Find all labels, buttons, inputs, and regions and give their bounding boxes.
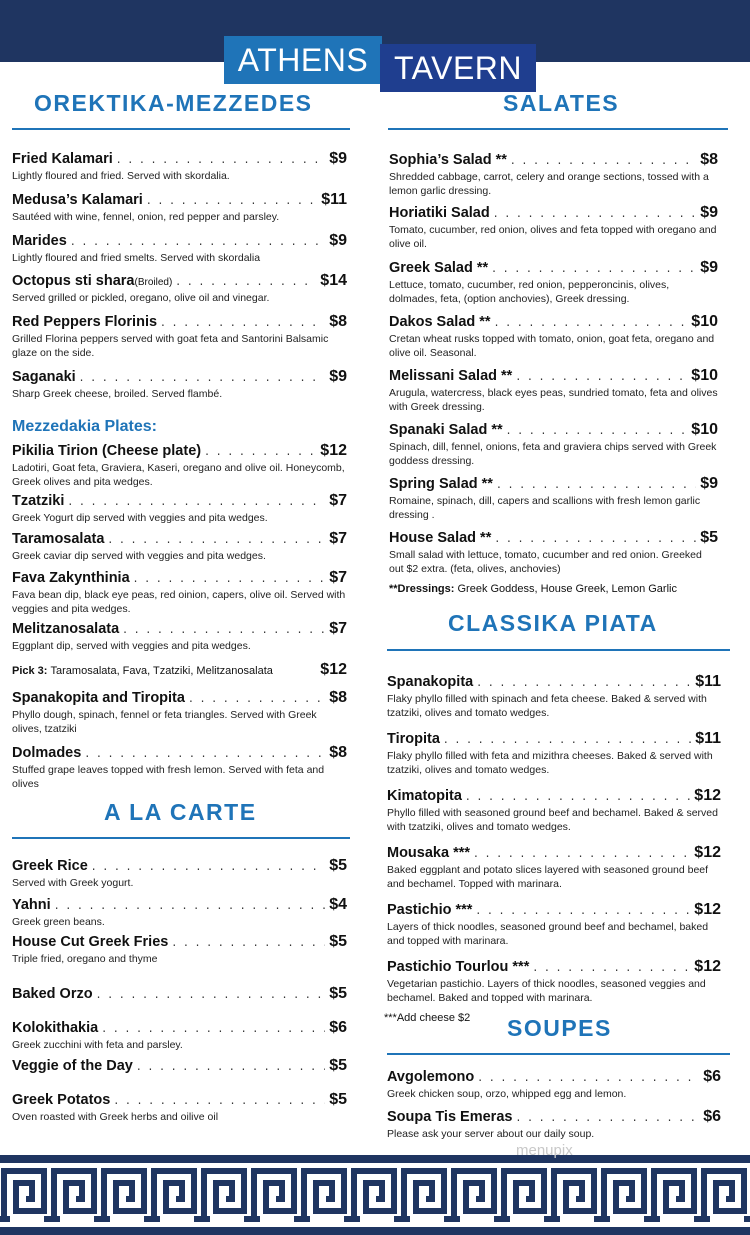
item-name: Melitzanosalata xyxy=(12,621,120,637)
item-description: Fava bean dip, black eye peas, red oinion, capers, olive oil. Served with veggies and pita wedges. xyxy=(12,589,346,615)
item-price: $9 xyxy=(700,475,718,492)
menu-item xyxy=(12,1091,347,1125)
item-price: $12 xyxy=(320,442,347,459)
menu-item xyxy=(12,896,347,930)
item-price: $7 xyxy=(329,569,347,586)
item-name: Tiropita xyxy=(387,731,440,747)
item-name: Dakos Salad ** xyxy=(389,314,491,330)
leader-dots xyxy=(495,531,696,545)
menu-item xyxy=(387,958,721,1005)
item-price: $5 xyxy=(329,857,347,874)
watermark: menupix xyxy=(516,1142,573,1159)
item-description: Stuffed grape leaves topped with fresh lemon. Served with feta and olives xyxy=(12,764,325,790)
item-price: $5 xyxy=(700,529,718,546)
menu-item xyxy=(12,857,347,891)
item-description: Vegetarian pastichio. Layers of thick noodles, seasoned veggies and bechamel. Baked and topped with marinara. xyxy=(387,978,706,1004)
item-price: $4 xyxy=(329,896,347,913)
item-name: Saganaki xyxy=(12,369,76,385)
item-price: $7 xyxy=(329,530,347,547)
item-price: $5 xyxy=(329,1057,347,1074)
item-description: Flaky phyllo filled with spinach and feta cheese. Baked & served with tzatziki, olives and tomato wedges. xyxy=(387,693,707,719)
menu-item xyxy=(389,313,718,360)
leader-dots xyxy=(147,193,317,207)
leader-dots xyxy=(97,987,326,1001)
leader-dots xyxy=(478,1070,699,1084)
item-name: Greek Salad ** xyxy=(389,260,489,276)
item-price: $10 xyxy=(691,313,718,330)
item-price: $14 xyxy=(320,272,347,289)
leader-dots xyxy=(161,315,325,329)
item-price: $8 xyxy=(329,744,347,761)
leader-dots xyxy=(476,903,690,917)
menu-item xyxy=(12,313,347,360)
item-price: $7 xyxy=(329,620,347,637)
menu-item xyxy=(389,151,718,198)
item-description: Romaine, spinach, dill, capers and scallions with fresh lemon garlic dressing . xyxy=(389,495,701,521)
menu-item xyxy=(12,150,347,184)
item-description: Arugula, watercress, black eyes peas, sundried tomato, feta and olives with Greek dressing. xyxy=(389,387,718,413)
item-description: Spinach, dill, fennel, onions, feta and graviera chips served with Greek goddess dressing. xyxy=(389,441,717,467)
item-price: $10 xyxy=(691,367,718,384)
add-cheese-note: ***Add cheese $2 xyxy=(384,1012,471,1024)
leader-dots xyxy=(102,1021,325,1035)
item-name: Fried Kalamari xyxy=(12,151,113,167)
item-name: Melissani Salad ** xyxy=(389,368,513,384)
menu-item xyxy=(389,204,718,251)
item-price: $7 xyxy=(329,492,347,509)
item-description: Cretan wheat rusks topped with tomato, onion, goat feta, oregano and olive oil. Seasonal. xyxy=(389,333,715,359)
dressings-note xyxy=(389,583,677,595)
leader-dots xyxy=(533,960,690,974)
item-description: Flaky phyllo filled with feta and mizithra cheeses. Baked & served with tzatziki, olives and tomato wedges. xyxy=(387,750,713,776)
menu-item xyxy=(12,689,347,736)
menu-item xyxy=(12,492,347,526)
item-name: Fava Zakynthinia xyxy=(12,570,130,586)
leader-dots xyxy=(172,935,325,949)
section-title-alacarte: A LA CARTE xyxy=(104,799,257,825)
pick3-price: $12 xyxy=(320,661,347,678)
leader-dots xyxy=(511,153,696,167)
divider xyxy=(12,128,350,130)
leader-dots xyxy=(176,274,316,288)
item-name: Soupa Tis Emeras xyxy=(387,1109,513,1125)
item-price: $11 xyxy=(695,730,721,747)
item-name: Spanakopita xyxy=(387,674,474,690)
item-price: $9 xyxy=(700,204,718,221)
leader-dots xyxy=(123,622,325,636)
item-price: $12 xyxy=(694,844,721,861)
item-description: Layers of thick noodles, seasoned ground beef and bechamel, baked and topped with marinara. xyxy=(387,921,709,947)
item-price: $9 xyxy=(329,150,347,167)
leader-dots xyxy=(466,789,690,803)
dressings-label: **Dressings: xyxy=(389,583,455,595)
item-price: $5 xyxy=(329,933,347,950)
item-description: Greek zucchini with feta and parsley. xyxy=(12,1039,183,1051)
item-price: $10 xyxy=(691,421,718,438)
item-description: Greek chicken soup, orzo, whipped egg and lemon. xyxy=(387,1088,627,1100)
menu-item xyxy=(389,475,718,522)
menu-item xyxy=(387,901,721,948)
item-name: Tzatziki xyxy=(12,493,65,509)
logo-tavern: TAVERN xyxy=(380,44,536,92)
leader-dots xyxy=(189,691,325,705)
section-title-orektika: OREKTIKA-MEZZEDES xyxy=(34,90,313,116)
leader-dots xyxy=(444,732,691,746)
item-price: $6 xyxy=(703,1108,721,1125)
menu-item xyxy=(387,1108,721,1142)
menu-item xyxy=(389,259,718,306)
section-title-classika: CLASSIKA PIATA xyxy=(448,610,658,636)
item-name: Yahni xyxy=(12,897,51,913)
subheading-mezzedakia: Mezzedakia Plates: xyxy=(12,418,157,435)
menu-item xyxy=(12,985,347,1005)
leader-dots xyxy=(516,369,687,383)
leader-dots xyxy=(80,370,326,384)
menu-item xyxy=(12,442,347,489)
menu-item xyxy=(12,933,347,967)
item-description: Small salad with lettuce, tomato, cucumber and red onion. Greeked out $2 extra. (feta, olives, anchovies) xyxy=(389,549,702,575)
divider xyxy=(388,128,728,130)
pick3-label: Pick 3: xyxy=(12,665,48,677)
leader-dots xyxy=(474,846,690,860)
item-name: Octopus sti shara(Broiled) xyxy=(12,273,173,289)
leader-dots xyxy=(494,206,696,220)
item-description: Eggplant dip, served with veggies and pita wedges. xyxy=(12,640,251,652)
item-description: Oven roasted with Greek herbs and oilive oil xyxy=(12,1111,219,1123)
item-name: Pikilia Tirion (Cheese plate) xyxy=(12,443,202,459)
item-description: Served grilled or pickled, oregano, olive oil and vinegar. xyxy=(12,292,270,304)
item-description: Lettuce, tomato, cucumber, red onion, pepperoncinis, olives, dolmades, feta, (option anchovies), Greek dressing. xyxy=(389,279,670,305)
menu-item xyxy=(12,530,347,564)
menu-item xyxy=(12,368,347,402)
leader-dots xyxy=(85,746,325,760)
item-description: Greek caviar dip served with veggies and pita wedges. xyxy=(12,550,266,562)
item-description: Ladotiri, Goat feta, Graviera, Kaseri, oregano and olive oil. Honeycomb, Greek olives and pita wedges. xyxy=(12,462,345,488)
leader-dots xyxy=(205,444,316,458)
item-name: Mousaka *** xyxy=(387,845,471,861)
item-description: Shredded cabbage, carrot, celery and orange sections, tossed with a lemon garlic dressing. xyxy=(389,171,709,197)
item-name: Spanakopita and Tiropita xyxy=(12,690,185,706)
item-price: $9 xyxy=(700,259,718,276)
leader-dots xyxy=(71,234,325,248)
menu-item xyxy=(12,191,347,225)
greek-key-border xyxy=(0,1163,750,1227)
item-name: Spanaki Salad ** xyxy=(389,422,503,438)
menu-item xyxy=(387,787,721,834)
item-description: Phyllo dough, spinach, fennel or feta triangles. Served with Greek olives, tzatziki xyxy=(12,709,317,735)
menu-item xyxy=(12,569,347,616)
section-title-soupes: SOUPES xyxy=(507,1015,612,1041)
leader-dots xyxy=(477,675,691,689)
menu-item xyxy=(12,232,347,266)
item-name: Spring Salad ** xyxy=(389,476,493,492)
item-name: Taramosalata xyxy=(12,531,105,547)
item-note: (Broiled) xyxy=(134,277,173,288)
item-description: Please ask your server about our daily soup. xyxy=(387,1128,595,1140)
menu-item xyxy=(389,529,718,576)
item-name: Pastichio Tourlou *** xyxy=(387,959,530,975)
menu-item xyxy=(12,620,347,654)
item-name: Marides xyxy=(12,233,67,249)
menu-item xyxy=(12,1057,347,1077)
menu-item xyxy=(387,730,721,777)
item-description: Baked eggplant and potato slices layered with seasoned ground beef and bechamel. Topped with marinara. xyxy=(387,864,709,890)
leader-dots xyxy=(516,1110,699,1124)
item-price: $12 xyxy=(694,901,721,918)
dressings-text: Greek Goddess, House Greek, Lemon Garlic xyxy=(457,583,677,595)
leader-dots xyxy=(507,423,688,437)
menu-item xyxy=(389,421,718,468)
item-name: House Cut Greek Fries xyxy=(12,934,169,950)
item-description: Tomato, cucumber, red onion, olives and feta topped with oregano and olive oil. xyxy=(389,224,717,250)
item-description: Sharp Greek cheese, broiled. Served flambé. xyxy=(12,388,223,400)
section-title-salates: SALATES xyxy=(503,90,620,116)
item-name: Sophia’s Salad ** xyxy=(389,152,507,168)
pick3-text: Taramosalata, Fava, Tzatziki, Melitzanosalata xyxy=(50,665,273,677)
item-price: $8 xyxy=(329,689,347,706)
item-description: Sautéed with wine, fennel, onion, red pepper and parsley. xyxy=(12,211,280,223)
item-price: $6 xyxy=(703,1068,721,1085)
leader-dots xyxy=(55,898,326,912)
divider xyxy=(387,1053,730,1055)
item-description: Triple fried, oregano and thyme xyxy=(12,953,158,965)
item-name: Greek Rice xyxy=(12,858,88,874)
item-description: Served with Greek yogurt. xyxy=(12,877,134,889)
item-price: $9 xyxy=(329,368,347,385)
item-price: $6 xyxy=(329,1019,347,1036)
item-name: Red Peppers Florinis xyxy=(12,314,158,330)
item-price: $11 xyxy=(321,191,347,208)
menu-item xyxy=(389,367,718,414)
item-name: Medusa’s Kalamari xyxy=(12,192,143,208)
divider xyxy=(12,837,350,839)
menu-item xyxy=(387,1068,721,1102)
item-name: Baked Orzo xyxy=(12,986,93,1002)
leader-dots xyxy=(114,1093,325,1107)
leader-dots xyxy=(68,494,325,508)
item-description: Grilled Florina peppers served with goat feta and Santorini Balsamic glaze on the side. xyxy=(12,333,329,359)
item-price: $12 xyxy=(694,787,721,804)
item-price: $5 xyxy=(329,985,347,1002)
item-price: $9 xyxy=(329,232,347,249)
menu-item xyxy=(387,844,721,891)
leader-dots xyxy=(495,315,688,329)
item-name: Kimatopita xyxy=(387,788,462,804)
item-description: Lightly floured and fried. Served with skordalia. xyxy=(12,170,230,182)
menu-item xyxy=(387,673,721,720)
item-name: Avgolemono xyxy=(387,1069,475,1085)
leader-dots xyxy=(134,571,326,585)
item-description: Greek Yogurt dip served with veggies and pita wedges. xyxy=(12,512,268,524)
item-price: $12 xyxy=(694,958,721,975)
menu-item xyxy=(12,744,347,791)
item-name: Greek Potatos xyxy=(12,1092,111,1108)
item-name: Veggie of the Day xyxy=(12,1058,133,1074)
item-name: Horiatiki Salad xyxy=(389,205,490,221)
divider xyxy=(387,649,730,651)
item-name: Pastichio *** xyxy=(387,902,473,918)
item-description: Lightly floured and fried smelts. Served with skordalia xyxy=(12,252,261,264)
item-name: House Salad ** xyxy=(389,530,492,546)
leader-dots xyxy=(92,859,325,873)
menu-item xyxy=(12,1019,347,1053)
item-price: $11 xyxy=(695,673,721,690)
leader-dots xyxy=(492,261,696,275)
item-price: $8 xyxy=(329,313,347,330)
item-price: $5 xyxy=(329,1091,347,1108)
item-price: $8 xyxy=(700,151,718,168)
menu-item xyxy=(12,272,347,306)
leader-dots xyxy=(137,1059,325,1073)
item-name: Dolmades xyxy=(12,745,82,761)
logo-athens: ATHENS xyxy=(224,36,382,84)
item-description: Greek green beans. xyxy=(12,916,105,928)
leader-dots xyxy=(497,477,696,491)
item-description: Phyllo filled with seasoned ground beef and bechamel. Baked & served with tzatziki, olives and tomato wedges. xyxy=(387,807,718,833)
item-name: Kolokithakia xyxy=(12,1020,99,1036)
leader-dots xyxy=(108,532,325,546)
pick3-combo xyxy=(12,661,347,679)
leader-dots xyxy=(117,152,325,166)
